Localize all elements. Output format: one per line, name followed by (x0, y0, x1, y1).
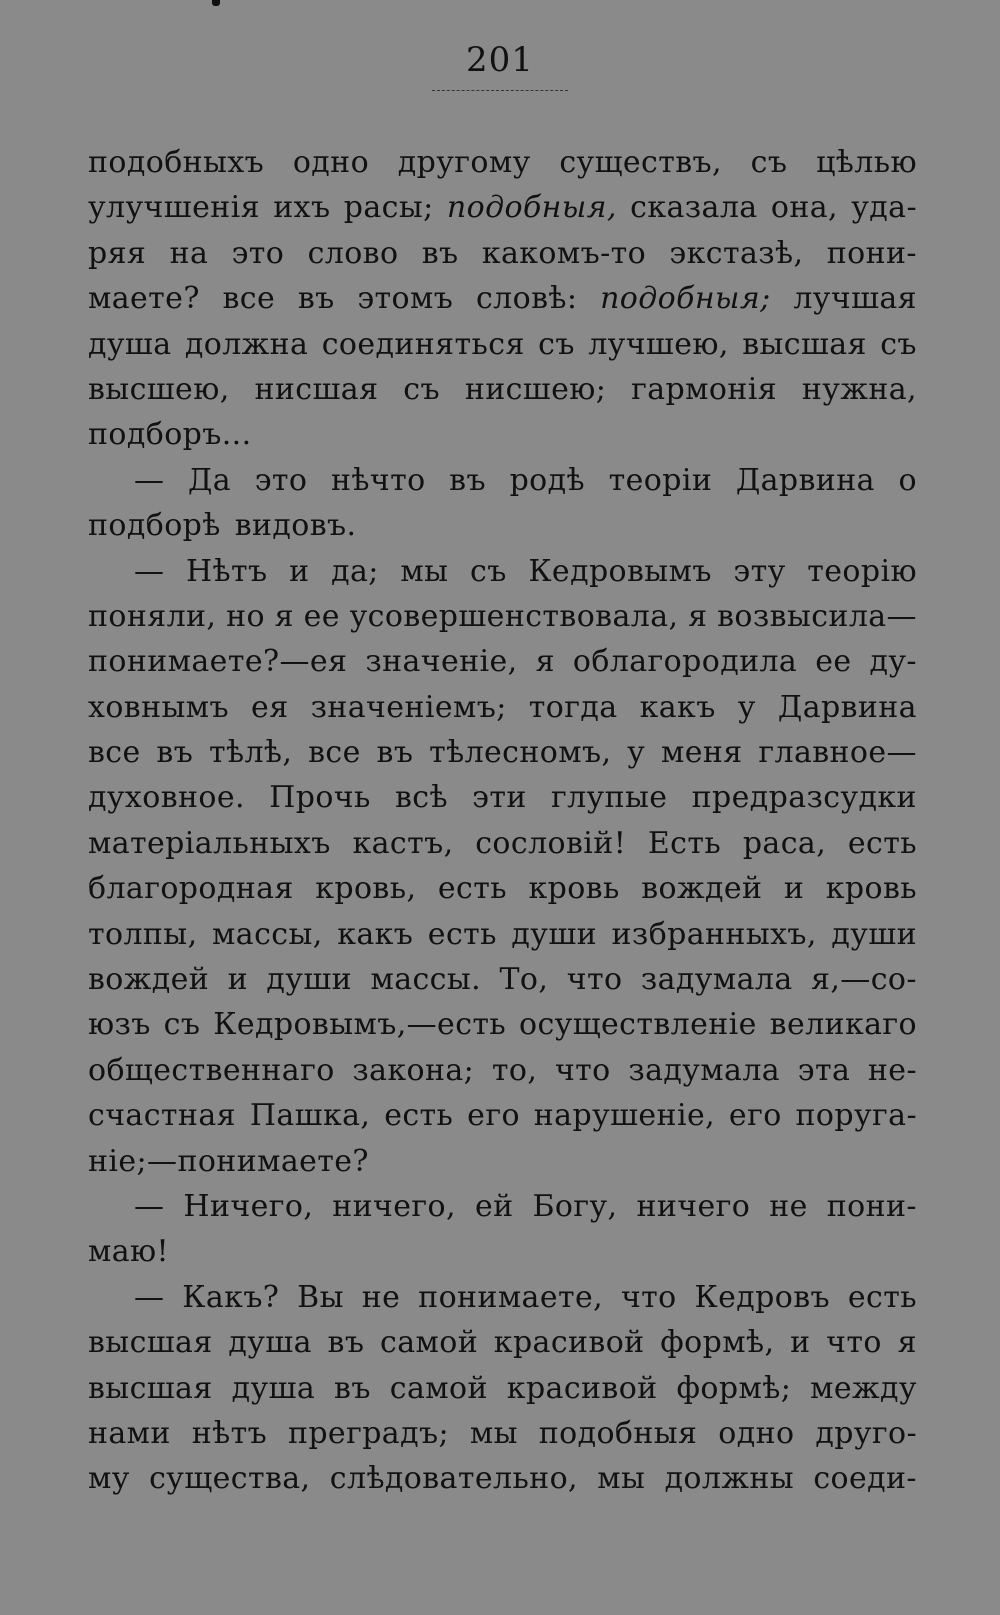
word: съ (538, 326, 575, 362)
word: осуществленіе (518, 1007, 757, 1043)
word: ей (474, 1188, 514, 1224)
word: его (728, 1098, 782, 1134)
word: Какъ? (182, 1279, 280, 1315)
text-line (88, 1139, 917, 1184)
word: меня (661, 735, 743, 771)
word: души (831, 916, 917, 952)
word: поруга- (795, 1098, 917, 1134)
text-line (88, 322, 917, 367)
word: и (227, 962, 248, 998)
word: словѣ: (475, 281, 578, 317)
word: подборѣ (88, 508, 221, 544)
word: есть (847, 825, 917, 861)
word: — (134, 462, 165, 498)
word: не- (867, 1052, 917, 1088)
word: есть (847, 1279, 917, 1315)
word: облагородила (572, 644, 798, 680)
word: усовершенствовала, (349, 598, 679, 634)
word: задумала (628, 1052, 781, 1088)
word: поняли, (88, 598, 217, 634)
word: формѣ; (676, 1370, 792, 1406)
word: подобныя (538, 1415, 698, 1451)
word: духовное. (88, 780, 245, 816)
word: кастъ, (352, 825, 454, 861)
word: улучшенія (88, 190, 260, 226)
word: въ (327, 1325, 365, 1361)
word: въ (449, 462, 486, 498)
word: душа (88, 326, 172, 362)
text-line (88, 185, 917, 230)
word: и (783, 871, 805, 907)
word: мы (400, 553, 449, 589)
word: понимаете, (418, 1279, 604, 1315)
text-line (88, 866, 917, 911)
word: Да (188, 462, 232, 498)
word: съ (403, 371, 440, 407)
word: есть (427, 916, 497, 952)
word: у (737, 689, 756, 725)
word: му (88, 1461, 130, 1497)
word: ряя (88, 235, 147, 271)
word: друго- (815, 1415, 917, 1451)
word: тѣлесномъ, (429, 735, 612, 771)
text-line (88, 1002, 917, 1047)
word: лучшею, (588, 326, 729, 362)
word: теорію (807, 553, 917, 589)
word: что (554, 1052, 611, 1088)
word: ніе;—понимаете? (88, 1143, 369, 1179)
word: формѣ, (660, 1325, 775, 1361)
word: глупые (550, 780, 668, 816)
word: пони- (826, 1188, 917, 1224)
text-line (88, 1411, 917, 1456)
word: подборъ... (88, 417, 252, 453)
word: душа (228, 1325, 312, 1361)
word: и (289, 553, 310, 589)
word: и (790, 1325, 811, 1361)
word: какъ (639, 689, 716, 725)
text-line (88, 367, 917, 412)
word: кровь, (315, 871, 417, 907)
word: съ (470, 553, 507, 589)
word: благородная (88, 871, 294, 907)
word: лучшая (793, 281, 917, 317)
text-line (88, 957, 917, 1002)
text-line (88, 503, 917, 548)
word: не (361, 1279, 401, 1315)
word: да; (331, 553, 379, 589)
word: нарушеніе, (533, 1098, 716, 1134)
text-line (88, 821, 917, 866)
word: существа, (149, 1461, 311, 1497)
word: слѣдовательно, (329, 1461, 578, 1497)
word: въ (421, 235, 459, 271)
text-line (88, 1456, 917, 1501)
word: подобныя, (446, 190, 617, 226)
word: о (898, 462, 917, 498)
word: всѣ (394, 780, 448, 816)
word: существъ, (559, 145, 722, 180)
word: съ (163, 1007, 201, 1043)
word: предразсудки (691, 780, 917, 816)
word: души (266, 962, 353, 998)
word: Пашка, (249, 1098, 371, 1134)
word: самой (380, 1325, 479, 1361)
word: красивой (506, 1370, 658, 1406)
word: не (769, 1188, 808, 1224)
word: сословій! (475, 825, 627, 861)
word: все (308, 735, 361, 771)
word: нѣчто (330, 462, 426, 498)
word: расы; (343, 190, 434, 226)
word: какъ (337, 916, 414, 952)
word: кровь (528, 871, 620, 907)
word: избранныхъ, (611, 916, 817, 952)
word: маете? (88, 281, 200, 317)
word: Кедровымъ,—есть (213, 1007, 507, 1043)
text-line (88, 912, 917, 957)
word: — (134, 553, 165, 589)
word: у (627, 735, 646, 771)
word: Кедровъ (694, 1279, 831, 1315)
word: между (810, 1370, 917, 1406)
word: соединяться (321, 326, 525, 362)
text-line (88, 685, 917, 730)
word: толпы, (88, 916, 198, 952)
word: соеди- (813, 1461, 917, 1497)
word: одно (718, 1415, 795, 1451)
word: нисшею; (464, 371, 607, 407)
word: великаго (769, 1007, 917, 1043)
word: экстазѣ, (669, 235, 804, 271)
word: есть (437, 871, 507, 907)
text-line (88, 1320, 917, 1365)
text-line (88, 1184, 917, 1229)
word: душа (231, 1370, 316, 1406)
word: слово (307, 235, 399, 271)
word: что (620, 1279, 677, 1315)
word: массы. (370, 962, 482, 998)
word: я (274, 598, 294, 634)
word: видовъ. (234, 508, 357, 544)
word: кровь (825, 871, 917, 907)
word: въ (156, 735, 194, 771)
word: закона; (352, 1052, 475, 1088)
word: эти (472, 780, 527, 816)
word: все (222, 281, 276, 317)
word: одно (292, 145, 370, 180)
word: что (826, 1325, 882, 1361)
word: вождей (641, 871, 763, 907)
word: она, (770, 190, 838, 226)
text-line (88, 412, 917, 457)
word: Кедровымъ (528, 553, 712, 589)
word: другому (397, 145, 531, 180)
word: родѣ (509, 462, 585, 498)
word: но (226, 598, 265, 634)
word: ее (815, 644, 852, 680)
text-line (88, 1048, 917, 1093)
word: это (231, 235, 285, 271)
word: Дарвина (777, 689, 917, 725)
page-number: 201 (466, 40, 534, 80)
word: все (88, 735, 141, 771)
word: его (467, 1098, 520, 1134)
word: это (254, 462, 308, 498)
text-line (88, 1366, 917, 1411)
word: ховнымъ (88, 689, 229, 725)
text-line (88, 594, 917, 639)
word: понимаете?—ея (88, 644, 348, 680)
word: общественнаго (88, 1052, 335, 1088)
word: задумала (640, 962, 793, 998)
word: самой (389, 1370, 488, 1406)
word: я (535, 644, 555, 680)
text-line (88, 1093, 917, 1138)
word: ду- (869, 644, 917, 680)
word: я (897, 1325, 917, 1361)
word: на (169, 235, 209, 271)
text-line (88, 549, 917, 594)
word: ничего (636, 1188, 751, 1224)
word: сказала (630, 190, 758, 226)
word: эта (797, 1052, 851, 1088)
word: значеніе, (365, 644, 518, 680)
ink-speck (212, 0, 220, 6)
word: высшая (742, 326, 867, 362)
word: теоріи (608, 462, 713, 498)
word: гармонія (631, 371, 778, 407)
word: возвысила— (717, 598, 917, 634)
word: Есть (647, 825, 722, 861)
word: съ (750, 145, 788, 180)
word: я,—со- (811, 962, 917, 998)
word: эту (733, 553, 786, 589)
word: высшею, (88, 371, 230, 407)
word: подобныхъ (88, 145, 265, 180)
word: какомъ-то (481, 235, 647, 271)
word: тогда (528, 689, 618, 725)
word: вождей (88, 962, 210, 998)
word: цѣлью (816, 145, 917, 180)
word: Дарвина (735, 462, 875, 498)
word: съ (880, 326, 917, 362)
word: Ничего, (183, 1188, 314, 1224)
word: юзъ (88, 1007, 151, 1043)
text-line (88, 276, 917, 321)
word: Богу, (532, 1188, 618, 1224)
word: подобныя; (600, 281, 771, 317)
word: маю! (88, 1234, 169, 1270)
word: души (511, 916, 598, 952)
word: значеніемъ; (310, 689, 507, 725)
word: этомъ (357, 281, 454, 317)
word: высшая (88, 1370, 213, 1406)
word: ее (303, 598, 340, 634)
word: я (688, 598, 708, 634)
text-line (88, 730, 917, 775)
word: тѣлѣ, (208, 735, 293, 771)
word: мы (469, 1415, 518, 1451)
word: красивой (493, 1325, 645, 1361)
text-line (88, 140, 917, 185)
text-line (88, 775, 917, 820)
word: Нѣтъ (186, 553, 268, 589)
text-line (88, 231, 917, 276)
word: ихъ (273, 190, 331, 226)
word: въ (376, 735, 414, 771)
word: То, (499, 962, 549, 998)
word: въ (334, 1370, 371, 1406)
text-line (88, 639, 917, 684)
word: есть (384, 1098, 454, 1134)
word: нѣтъ (191, 1415, 268, 1451)
word: то, (491, 1052, 538, 1088)
word: нужна, (801, 371, 917, 407)
header-rule (432, 90, 568, 91)
word: преградъ; (287, 1415, 449, 1451)
word: раса, (742, 825, 827, 861)
word: — (134, 1188, 165, 1224)
word: главное— (758, 735, 917, 771)
word: что (566, 962, 623, 998)
word: въ (297, 281, 335, 317)
text-line (88, 458, 917, 503)
word: счастная (88, 1098, 236, 1134)
word: должна (184, 326, 309, 362)
word: пони- (826, 235, 917, 271)
body-text (88, 140, 917, 1502)
word: матеріальныхъ (88, 825, 331, 861)
word: должны (664, 1461, 795, 1497)
word: нисшая (254, 371, 379, 407)
text-line (88, 1229, 917, 1274)
word: Прочь (269, 780, 371, 816)
word: ничего, (332, 1188, 456, 1224)
word: уда- (851, 190, 917, 226)
word: Вы (297, 1279, 344, 1315)
word: массы, (212, 916, 323, 952)
word: — (134, 1279, 165, 1315)
word: нами (88, 1415, 171, 1451)
word: мы (597, 1461, 646, 1497)
word: высшая (88, 1325, 213, 1361)
text-line (88, 1275, 917, 1320)
word: ея (251, 689, 289, 725)
